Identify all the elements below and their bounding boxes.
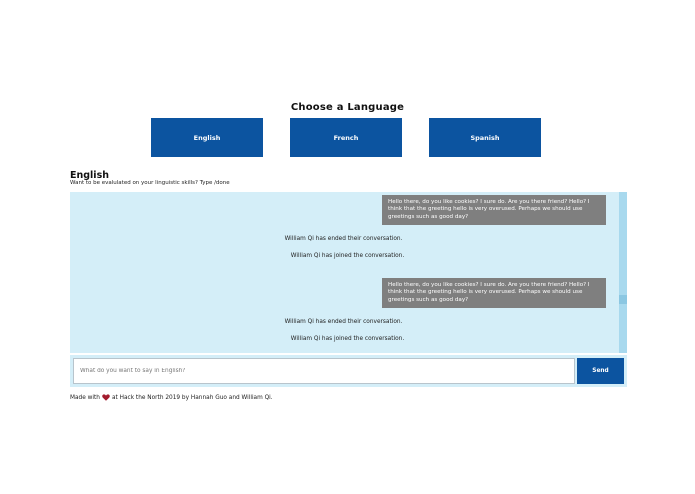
system-message: William Qi has ended their conversation. [284,236,403,242]
page-title: Choose a Language [290,102,405,113]
system-message: William Qi has joined the conversation. [290,336,405,342]
chat-window[interactable] [70,192,627,353]
language-button-french[interactable]: French [290,118,402,157]
message-bubble: Hello there, do you like cookies? I sure do. Are you there friend? Hello? I think that the greeting hello is very overused. Perhaps we should use greetings such as good day? [382,195,606,225]
chat-title: English [70,170,109,181]
message-bubble: Hello there, do you like cookies? I sure do. Are you there friend? Hello? I think that the greeting hello is very overused. Perhaps we should use greetings such as good day? [382,278,606,308]
system-message: William Qi has ended their conversation. [284,319,403,325]
send-button[interactable]: Send [577,358,624,384]
language-button-english[interactable]: English [151,118,263,157]
footer [70,394,273,401]
message-input[interactable] [73,358,575,384]
footer-made-with: Made with [70,394,100,401]
language-button-spanish[interactable]: Spanish [429,118,541,157]
chat-scrollbar[interactable] [619,192,627,353]
heart-icon [102,394,110,401]
system-message: William Qi has joined the conversation. [290,253,405,259]
chat-subtitle: Want to be evalulated on your linguistic skills? Type /done [70,180,230,186]
message-composer [70,355,627,387]
chat-scrollbar-thumb[interactable] [619,295,627,304]
footer-credits: at Hack the North 2019 by Hannah Guo and William Qi. [111,394,273,401]
